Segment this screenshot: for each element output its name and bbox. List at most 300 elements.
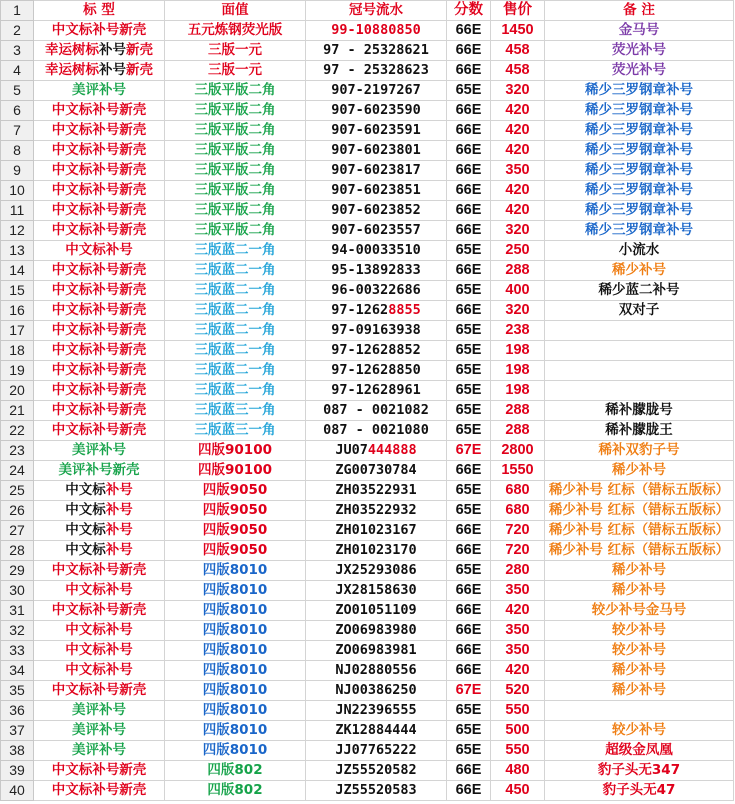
cell-price[interactable] [491,241,545,261]
row-number[interactable]: 9 [1,161,34,181]
row-number[interactable]: 30 [1,581,34,601]
cell-type[interactable] [34,461,165,481]
row-number[interactable]: 35 [1,681,34,701]
cell-type[interactable] [34,421,165,441]
cell-serial[interactable] [306,521,447,541]
cell-text: 三版平版二角 [194,162,276,178]
cell-note[interactable] [545,301,734,321]
cell-text: 中文标补号新壳 [51,302,147,318]
cell-serial[interactable] [306,581,447,601]
cell-text: 520 [505,682,530,698]
cell-grade[interactable] [447,781,491,801]
cell-note[interactable] [545,101,734,121]
cell-serial[interactable] [306,21,447,41]
row-number[interactable]: 21 [1,401,34,421]
cell-price[interactable] [491,101,545,121]
cell-grade[interactable] [447,61,491,81]
row-number[interactable]: 39 [1,761,34,781]
row-number[interactable]: 11 [1,201,34,221]
header-serial[interactable]: 冠号流水 [306,1,447,21]
cell-grade[interactable] [447,561,491,581]
cell-grade[interactable] [447,221,491,241]
cell-grade[interactable] [447,621,491,641]
cell-type[interactable] [34,581,165,601]
cell-price[interactable] [491,381,545,401]
cell-grade[interactable] [447,101,491,121]
cell-text: 中文标补号新壳 [51,762,147,778]
cell-denomination[interactable] [165,301,306,321]
cell-text: 小流水 [618,242,660,258]
cell-grade[interactable] [447,161,491,181]
row-number[interactable]: 32 [1,621,34,641]
cell-price[interactable] [491,41,545,61]
cell-grade[interactable] [447,381,491,401]
cell-price[interactable] [491,581,545,601]
cell-type[interactable] [34,41,165,61]
cell-note[interactable] [545,121,734,141]
cell-denomination[interactable] [165,21,306,41]
cell-note[interactable] [545,221,734,241]
cell-denomination[interactable] [165,261,306,281]
row-number[interactable]: 19 [1,361,34,381]
cell-type[interactable] [34,781,165,801]
cell-grade[interactable] [447,481,491,501]
cell-grade[interactable] [447,761,491,781]
row-number[interactable]: 16 [1,301,34,321]
row-number[interactable]: 18 [1,341,34,361]
cell-price[interactable] [491,161,545,181]
cell-denomination[interactable] [165,481,306,501]
row-number[interactable]: 17 [1,321,34,341]
cell-note[interactable] [545,601,734,621]
cell-type[interactable] [34,261,165,281]
cell-serial[interactable] [306,721,447,741]
cell-grade[interactable] [447,121,491,141]
header-note[interactable]: 备 注 [545,1,734,21]
cell-note[interactable] [545,421,734,441]
cell-grade[interactable] [447,741,491,761]
cell-serial[interactable] [306,41,447,61]
cell-grade[interactable] [447,41,491,61]
cell-denomination[interactable] [165,81,306,101]
cell-denomination[interactable] [165,561,306,581]
cell-note[interactable] [545,161,734,181]
cell-price[interactable] [491,501,545,521]
cell-note[interactable] [545,481,734,501]
cell-price[interactable] [491,341,545,361]
cell-note[interactable] [545,581,734,601]
cell-price[interactable] [491,541,545,561]
cell-price[interactable] [491,261,545,281]
cell-denomination[interactable] [165,401,306,421]
cell-type[interactable] [34,161,165,181]
cell-text: 420 [505,142,530,158]
cell-type[interactable] [34,361,165,381]
cell-type[interactable] [34,201,165,221]
row-number[interactable]: 31 [1,601,34,621]
cell-type[interactable] [34,341,165,361]
cell-denomination[interactable] [165,601,306,621]
cell-type[interactable] [34,501,165,521]
cell-price[interactable] [491,601,545,621]
cell-price[interactable] [491,721,545,741]
cell-note[interactable] [545,561,734,581]
cell-grade[interactable] [447,181,491,201]
cell-serial[interactable] [306,461,447,481]
cell-serial[interactable] [306,401,447,421]
cell-serial[interactable] [306,61,447,81]
cell-serial[interactable] [306,181,447,201]
cell-note[interactable] [545,381,734,401]
row-number[interactable]: 26 [1,501,34,521]
cell-denomination[interactable] [165,61,306,81]
cell-type[interactable] [34,521,165,541]
cell-grade[interactable] [447,321,491,341]
cell-serial[interactable] [306,501,447,521]
cell-price[interactable] [491,681,545,701]
cell-note[interactable] [545,321,734,341]
cell-grade[interactable] [447,301,491,321]
cell-note[interactable] [545,241,734,261]
row-number[interactable]: 36 [1,701,34,721]
cell-price[interactable] [491,661,545,681]
cell-type[interactable] [34,681,165,701]
cell-denomination[interactable] [165,361,306,381]
cell-price[interactable] [491,761,545,781]
cell-price[interactable] [491,421,545,441]
row-number[interactable]: 15 [1,281,34,301]
cell-type[interactable] [34,221,165,241]
cell-price[interactable] [491,121,545,141]
cell-type[interactable] [34,601,165,621]
cell-price[interactable] [491,621,545,641]
cell-denomination[interactable] [165,741,306,761]
row-number[interactable]: 12 [1,221,34,241]
cell-denomination[interactable] [165,621,306,641]
cell-price[interactable] [491,21,545,41]
cell-grade[interactable] [447,681,491,701]
row-number[interactable]: 3 [1,41,34,61]
cell-note[interactable] [545,461,734,481]
cell-type[interactable] [34,661,165,681]
cell-price[interactable] [491,141,545,161]
cell-price[interactable] [491,701,545,721]
cell-serial[interactable] [306,481,447,501]
cell-type[interactable] [34,761,165,781]
cell-note[interactable] [545,541,734,561]
cell-text: 907-2197267 [331,82,421,98]
cell-serial[interactable] [306,781,447,801]
row-number[interactable]: 6 [1,101,34,121]
row-number[interactable]: 20 [1,381,34,401]
cell-denomination[interactable] [165,201,306,221]
row-number[interactable]: 2 [1,21,34,41]
cell-serial[interactable] [306,341,447,361]
cell-grade[interactable] [447,721,491,741]
header-grade[interactable]: 分数 [447,1,491,21]
cell-price[interactable] [491,81,545,101]
row-number[interactable]: 38 [1,741,34,761]
cell-text: 420 [505,182,530,198]
cell-note[interactable] [545,361,734,381]
row-number[interactable]: 14 [1,261,34,281]
cell-grade[interactable] [447,81,491,101]
cell-text: 350 [505,622,530,638]
cell-note[interactable] [545,81,734,101]
cell-price[interactable] [491,61,545,81]
cell-type[interactable] [34,81,165,101]
cell-price[interactable] [491,301,545,321]
cell-note[interactable] [545,741,734,761]
cell-type[interactable] [34,241,165,261]
cell-price[interactable] [491,481,545,501]
cell-denomination[interactable] [165,381,306,401]
cell-serial[interactable] [306,541,447,561]
cell-denomination[interactable] [165,101,306,121]
cell-type[interactable] [34,21,165,41]
cell-text: 320 [505,302,530,318]
cell-type[interactable] [34,481,165,501]
cell-grade[interactable] [447,401,491,421]
cell-note[interactable] [545,641,734,661]
cell-price[interactable] [491,401,545,421]
cell-grade[interactable] [447,141,491,161]
row-number[interactable]: 10 [1,181,34,201]
cell-note[interactable] [545,521,734,541]
cell-note[interactable] [545,761,734,781]
cell-denomination[interactable] [165,681,306,701]
cell-denomination[interactable] [165,701,306,721]
cell-denomination[interactable] [165,721,306,741]
row-number[interactable]: 25 [1,481,34,501]
cell-serial[interactable] [306,281,447,301]
cell-grade[interactable] [447,661,491,681]
row-number[interactable]: 40 [1,781,34,801]
cell-price[interactable] [491,221,545,241]
cell-note[interactable] [545,441,734,461]
cell-serial[interactable] [306,381,447,401]
cell-grade[interactable] [447,341,491,361]
cell-text: 420 [505,122,530,138]
cell-grade[interactable] [447,201,491,221]
cell-serial[interactable] [306,361,447,381]
cell-note[interactable] [545,401,734,421]
cell-serial[interactable] [306,301,447,321]
row-number[interactable]: 8 [1,141,34,161]
cell-serial[interactable] [306,101,447,121]
cell-note[interactable] [545,621,734,641]
cell-type[interactable] [34,721,165,741]
cell-type[interactable] [34,701,165,721]
cell-serial[interactable] [306,661,447,681]
cell-serial[interactable] [306,601,447,621]
cell-serial[interactable] [306,561,447,581]
row-number[interactable]: 4 [1,61,34,81]
row-number[interactable]: 33 [1,641,34,661]
cell-grade[interactable] [447,581,491,601]
cell-price[interactable] [491,441,545,461]
cell-serial[interactable] [306,421,447,441]
cell-denomination[interactable] [165,421,306,441]
cell-serial[interactable] [306,621,447,641]
cell-serial[interactable] [306,161,447,181]
cell-denomination[interactable] [165,121,306,141]
cell-note[interactable] [545,501,734,521]
row-number[interactable]: 23 [1,441,34,461]
cell-serial[interactable] [306,261,447,281]
row-number[interactable]: 22 [1,421,34,441]
row-number[interactable]: 34 [1,661,34,681]
row-number[interactable]: 29 [1,561,34,581]
cell-note[interactable] [545,661,734,681]
cell-denomination[interactable] [165,661,306,681]
cell-note[interactable] [545,21,734,41]
cell-price[interactable] [491,781,545,801]
cell-grade[interactable] [447,441,491,461]
cell-denomination[interactable] [165,501,306,521]
cell-grade[interactable] [447,641,491,661]
row-number[interactable]: 5 [1,81,34,101]
cell-price[interactable] [491,321,545,341]
row-number[interactable]: 13 [1,241,34,261]
row-number[interactable]: 24 [1,461,34,481]
cell-serial[interactable] [306,201,447,221]
row-number[interactable]: 1 [1,1,34,21]
cell-grade[interactable] [447,421,491,441]
cell-note[interactable] [545,341,734,361]
cell-price[interactable] [491,521,545,541]
cell-serial[interactable] [306,241,447,261]
cell-denomination[interactable] [165,341,306,361]
cell-grade[interactable] [447,521,491,541]
cell-serial[interactable] [306,321,447,341]
cell-serial[interactable] [306,641,447,661]
cell-denomination[interactable] [165,321,306,341]
cell-denomination[interactable] [165,161,306,181]
cell-grade[interactable] [447,361,491,381]
cell-text: 金马号 [618,22,660,38]
cell-text: 087 - 0021082 [323,402,429,418]
cell-type[interactable] [34,561,165,581]
cell-note[interactable] [545,61,734,81]
cell-grade[interactable] [447,601,491,621]
cell-note[interactable] [545,281,734,301]
header-price[interactable]: 售价 [491,1,545,21]
cell-serial[interactable] [306,741,447,761]
cell-note[interactable] [545,181,734,201]
cell-note[interactable] [545,41,734,61]
cell-grade[interactable] [447,541,491,561]
cell-denomination[interactable] [165,221,306,241]
row-number[interactable]: 28 [1,541,34,561]
cell-denomination[interactable] [165,541,306,561]
cell-type[interactable] [34,181,165,201]
cell-grade[interactable] [447,281,491,301]
cell-serial[interactable] [306,141,447,161]
cell-text: 三版蓝三一角 [194,402,276,418]
cell-note[interactable] [545,781,734,801]
cell-denomination[interactable] [165,521,306,541]
cell-note[interactable] [545,701,734,721]
cell-denomination[interactable] [165,281,306,301]
cell-serial[interactable] [306,701,447,721]
cell-text: 66E [455,642,482,658]
cell-serial[interactable] [306,221,447,241]
cell-grade[interactable] [447,701,491,721]
cell-type[interactable] [34,441,165,461]
cell-note[interactable] [545,261,734,281]
cell-type[interactable] [34,381,165,401]
cell-price[interactable] [491,281,545,301]
cell-price[interactable] [491,461,545,481]
cell-type[interactable] [34,401,165,421]
cell-type[interactable] [34,621,165,641]
row-number[interactable]: 7 [1,121,34,141]
cell-grade[interactable] [447,21,491,41]
cell-text: 稀少三罗钢章补号 [585,142,693,158]
cell-text: 458 [505,42,530,58]
cell-denomination[interactable] [165,141,306,161]
cell-price[interactable] [491,201,545,221]
cell-denomination[interactable] [165,781,306,801]
cell-serial[interactable] [306,441,447,461]
cell-price[interactable] [491,641,545,661]
cell-type[interactable] [34,121,165,141]
cell-denomination[interactable] [165,461,306,481]
cell-price[interactable] [491,361,545,381]
row-number[interactable]: 37 [1,721,34,741]
header-type[interactable]: 标 型 [34,1,165,21]
cell-type[interactable] [34,101,165,121]
cell-denomination[interactable] [165,441,306,461]
cell-note[interactable] [545,201,734,221]
table-row [1,661,734,681]
cell-note[interactable] [545,141,734,161]
cell-text: 97-12628961 [331,382,421,398]
cell-price[interactable] [491,741,545,761]
cell-denomination[interactable] [165,241,306,261]
cell-denomination[interactable] [165,181,306,201]
cell-note[interactable] [545,681,734,701]
cell-grade[interactable] [447,241,491,261]
cell-grade[interactable] [447,461,491,481]
cell-denomination[interactable] [165,761,306,781]
cell-type[interactable] [34,641,165,661]
cell-text: 65E [455,382,482,398]
cell-serial[interactable] [306,681,447,701]
cell-type[interactable] [34,741,165,761]
cell-serial[interactable] [306,121,447,141]
cell-denomination[interactable] [165,581,306,601]
cell-grade[interactable] [447,261,491,281]
cell-serial[interactable] [306,761,447,781]
header-denomination[interactable]: 面值 [165,1,306,21]
cell-denomination[interactable] [165,641,306,661]
cell-type[interactable] [34,301,165,321]
cell-price[interactable] [491,561,545,581]
row-number[interactable]: 27 [1,521,34,541]
cell-serial[interactable] [306,81,447,101]
cell-grade[interactable] [447,501,491,521]
cell-type[interactable] [34,321,165,341]
cell-denomination[interactable] [165,41,306,61]
cell-type[interactable] [34,141,165,161]
cell-note[interactable] [545,721,734,741]
cell-type[interactable] [34,541,165,561]
cell-type[interactable] [34,281,165,301]
cell-price[interactable] [491,181,545,201]
cell-type[interactable] [34,61,165,81]
